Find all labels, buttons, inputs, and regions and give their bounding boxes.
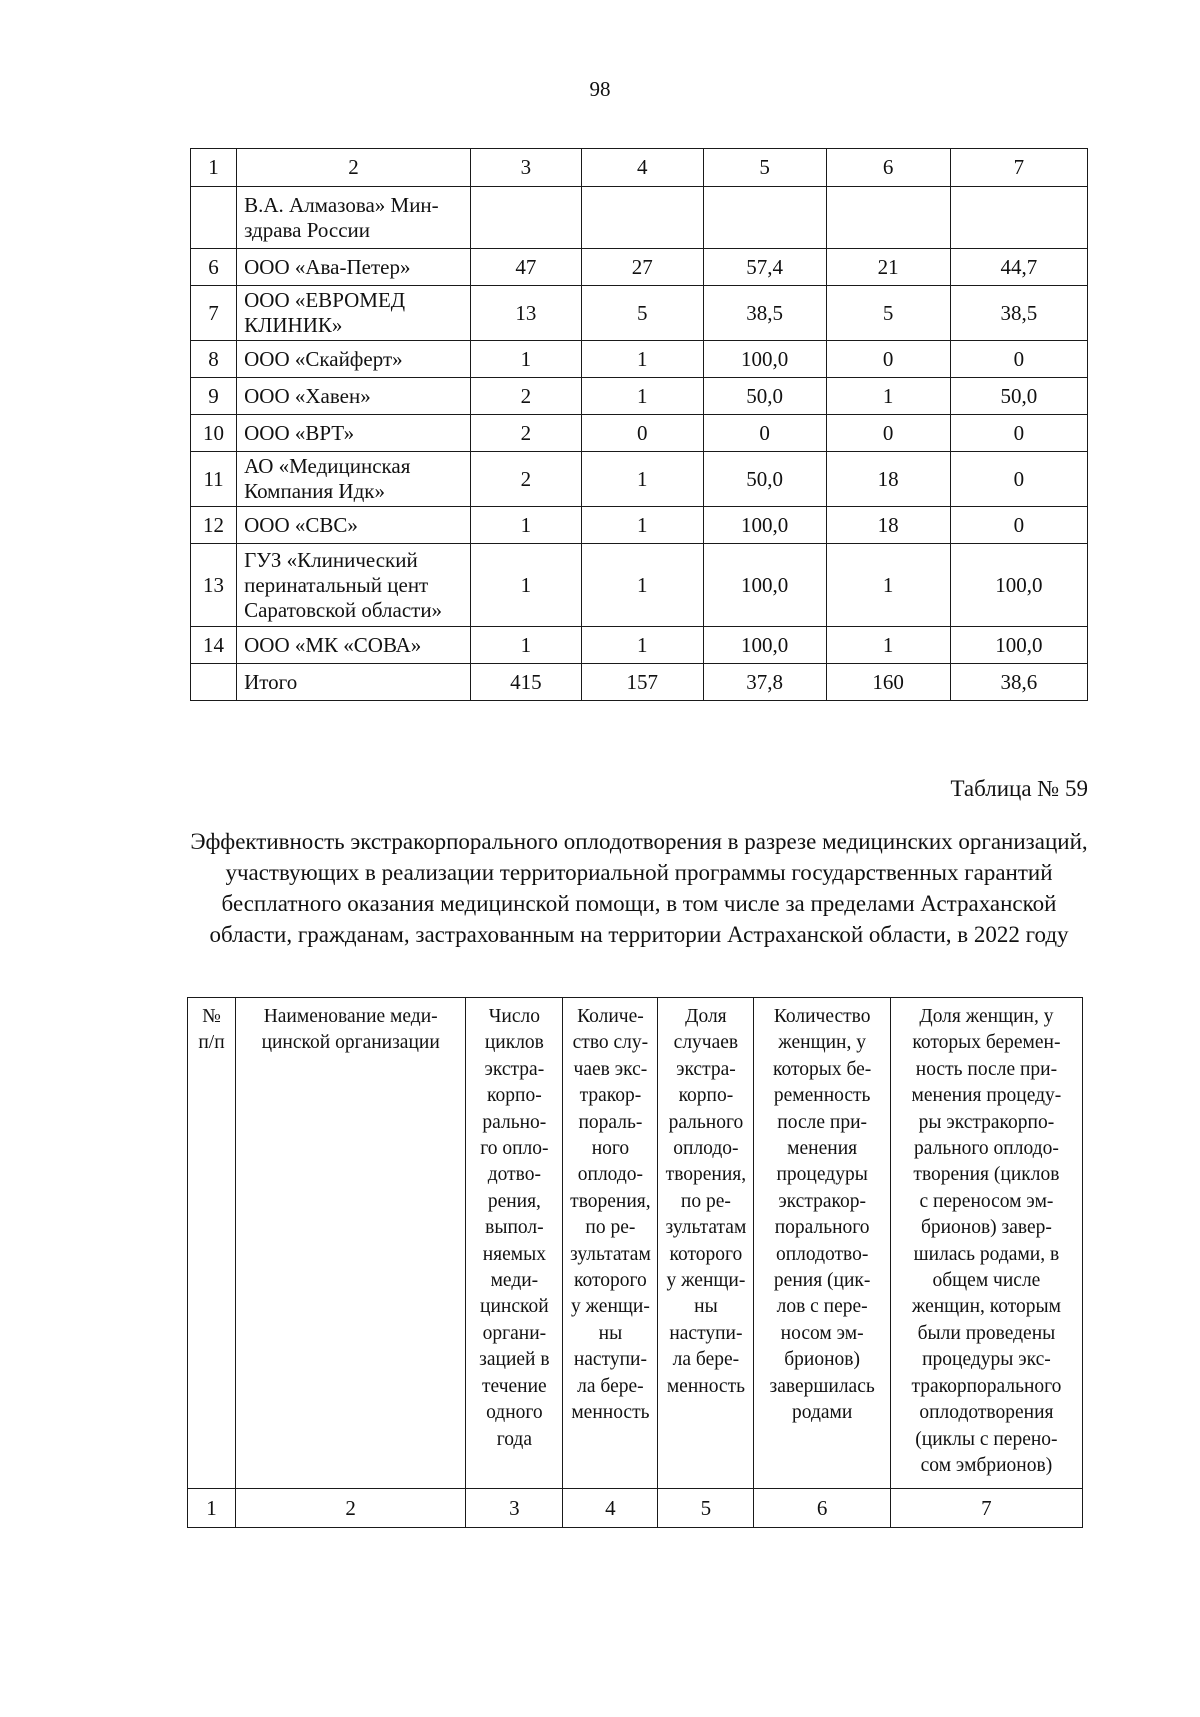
organization-name: ООО «Хавен»	[237, 378, 471, 415]
organization-name: ООО «Скайферт»	[237, 341, 471, 378]
table-row	[191, 187, 1088, 249]
pregnancy-count: 1	[581, 378, 703, 415]
pregnancy-share	[703, 187, 826, 249]
births-share: 0	[950, 415, 1087, 452]
table-caption: Таблица № 59	[950, 776, 1088, 801]
organization-name: В.А. Алмазова» Мин- здрава России	[237, 187, 471, 249]
births-share: 38,6	[950, 664, 1087, 701]
births-count: 160	[826, 664, 950, 701]
cycles-count: 2	[470, 452, 581, 507]
row-number: 14	[191, 627, 237, 664]
births-count: 18	[826, 507, 950, 544]
births-count: 18	[826, 452, 950, 507]
table-2-column-numbers-row	[188, 1489, 1083, 1528]
organization-name: АО «Медицинская Компания Идк»	[237, 452, 471, 507]
pregnancy-count: 1	[581, 544, 703, 627]
pregnancy-share: 100,0	[703, 341, 826, 378]
column-number: 1	[188, 1489, 236, 1528]
cycles-count: 415	[470, 664, 581, 701]
page-number: 98	[589, 77, 611, 101]
organization-name: ГУЗ «Клинический перинатальный цент Саратовской области»	[237, 544, 471, 627]
table-row	[191, 664, 1088, 701]
births-count: 0	[826, 415, 950, 452]
row-number: 6	[191, 249, 237, 286]
pregnancy-share: 50,0	[703, 452, 826, 507]
column-number: 5	[703, 149, 826, 187]
cycles-count: 1	[470, 341, 581, 378]
cycles-count: 1	[470, 544, 581, 627]
table-row	[191, 378, 1088, 415]
header-cell-births-share: Доля женщин, у которых беремен- ность после при- менения процеду- ры экстракорпо- рального оплодо- творения (циклов с переносом эм- брионов) завер- шилась родами, в общем числе женщин, которым были проведены процедуры экс- тракорпорального оплодотворения (циклы с перено- сом эмбрионов)	[890, 998, 1082, 1489]
births-share	[950, 187, 1087, 249]
pregnancy-share: 37,8	[703, 664, 826, 701]
header-cell-cycles: Число циклов экстра- корпо- рально- го опло- дотво- рения, выпол- няемых меди- цинской органи- зацией в течение одного года	[466, 998, 563, 1489]
column-number: 3	[466, 1489, 563, 1528]
pregnancy-share: 100,0	[703, 544, 826, 627]
table-2	[187, 997, 1083, 1528]
table-1-header-row	[191, 149, 1088, 187]
cycles-count: 13	[470, 286, 581, 341]
table-row	[191, 507, 1088, 544]
row-number: 13	[191, 544, 237, 627]
organization-name: ООО «ЕВРОМЕД КЛИНИК»	[237, 286, 471, 341]
pregnancy-share: 100,0	[703, 507, 826, 544]
header-cell-name: Наименование меди- цинской организации	[236, 998, 466, 1489]
cycles-count: 1	[470, 507, 581, 544]
table-2-header-row	[188, 998, 1083, 1489]
column-number: 4	[581, 149, 703, 187]
column-number: 6	[754, 1489, 890, 1528]
column-number: 2	[236, 1489, 466, 1528]
row-number: 7	[191, 286, 237, 341]
column-number: 7	[890, 1489, 1082, 1528]
column-number: 2	[237, 149, 471, 187]
cycles-count: 2	[470, 415, 581, 452]
organization-name: Итого	[237, 664, 471, 701]
pregnancy-share: 100,0	[703, 627, 826, 664]
pregnancy-count: 0	[581, 415, 703, 452]
table-row	[191, 452, 1088, 507]
births-share: 50,0	[950, 378, 1087, 415]
births-count: 21	[826, 249, 950, 286]
births-share: 0	[950, 507, 1087, 544]
table-1	[190, 148, 1088, 701]
births-count	[826, 187, 950, 249]
pregnancy-count: 1	[581, 507, 703, 544]
table-row	[191, 415, 1088, 452]
table-row	[191, 249, 1088, 286]
births-share: 100,0	[950, 544, 1087, 627]
cycles-count: 2	[470, 378, 581, 415]
pregnancy-count: 5	[581, 286, 703, 341]
births-share: 38,5	[950, 286, 1087, 341]
births-count: 1	[826, 378, 950, 415]
header-cell-pregnancy-share: Доля случаев экстра- корпо- рального оплодо- творения, по ре- зультатам которого у женщи- ны наступи- ла бере- менность	[658, 998, 754, 1489]
cycles-count: 1	[470, 627, 581, 664]
births-count: 1	[826, 544, 950, 627]
row-number: 8	[191, 341, 237, 378]
pregnancy-count	[581, 187, 703, 249]
table-row	[191, 341, 1088, 378]
header-cell-num: № п/п	[188, 998, 236, 1489]
row-number	[191, 187, 237, 249]
pregnancy-share: 0	[703, 415, 826, 452]
births-share: 100,0	[950, 627, 1087, 664]
births-count: 5	[826, 286, 950, 341]
header-cell-births-count: Количество женщин, у которых бе- ременность после при- менения процедуры экстракор- порального оплодотво- рения (цик- лов с пере- носом эм- брионов) завершилась родами	[754, 998, 890, 1489]
cycles-count	[470, 187, 581, 249]
births-share: 44,7	[950, 249, 1087, 286]
organization-name: ООО «Ава-Петер»	[237, 249, 471, 286]
table-row	[191, 627, 1088, 664]
column-number: 4	[563, 1489, 658, 1528]
column-number: 3	[470, 149, 581, 187]
column-number: 1	[191, 149, 237, 187]
organization-name: ООО «МК «СОВА»	[237, 627, 471, 664]
births-count: 0	[826, 341, 950, 378]
pregnancy-count: 1	[581, 452, 703, 507]
column-number: 6	[826, 149, 950, 187]
table-title: Эффективность экстракорпорального оплодотворения в разрезе медицинских организаций, участвующих в реализации территориальной программы государственных гарантий бесплатного оказания медицинской помощи, в том числе за пределами Астраханской области, гражданам, застрахованным на территории Астраханской области, в 2022 году	[190, 829, 1088, 947]
cycles-count: 47	[470, 249, 581, 286]
births-share: 0	[950, 341, 1087, 378]
organization-name: ООО «СВС»	[237, 507, 471, 544]
row-number: 10	[191, 415, 237, 452]
pregnancy-count: 157	[581, 664, 703, 701]
pregnancy-count: 27	[581, 249, 703, 286]
row-number: 9	[191, 378, 237, 415]
row-number: 12	[191, 507, 237, 544]
header-cell-pregnancy-count: Количе- ство слу- чаев экс- тракор- пораль- ного оплодо- творения, по ре- зультатам которого у женщи- ны наступи- ла бере- менность	[563, 998, 658, 1489]
pregnancy-share: 50,0	[703, 378, 826, 415]
pregnancy-share: 38,5	[703, 286, 826, 341]
organization-name: ООО «ВРТ»	[237, 415, 471, 452]
column-number: 5	[658, 1489, 754, 1528]
table-row	[191, 286, 1088, 341]
pregnancy-count: 1	[581, 627, 703, 664]
births-share: 0	[950, 452, 1087, 507]
pregnancy-share: 57,4	[703, 249, 826, 286]
row-number	[191, 664, 237, 701]
column-number: 7	[950, 149, 1087, 187]
pregnancy-count: 1	[581, 341, 703, 378]
row-number: 11	[191, 452, 237, 507]
births-count: 1	[826, 627, 950, 664]
table-row	[191, 544, 1088, 627]
